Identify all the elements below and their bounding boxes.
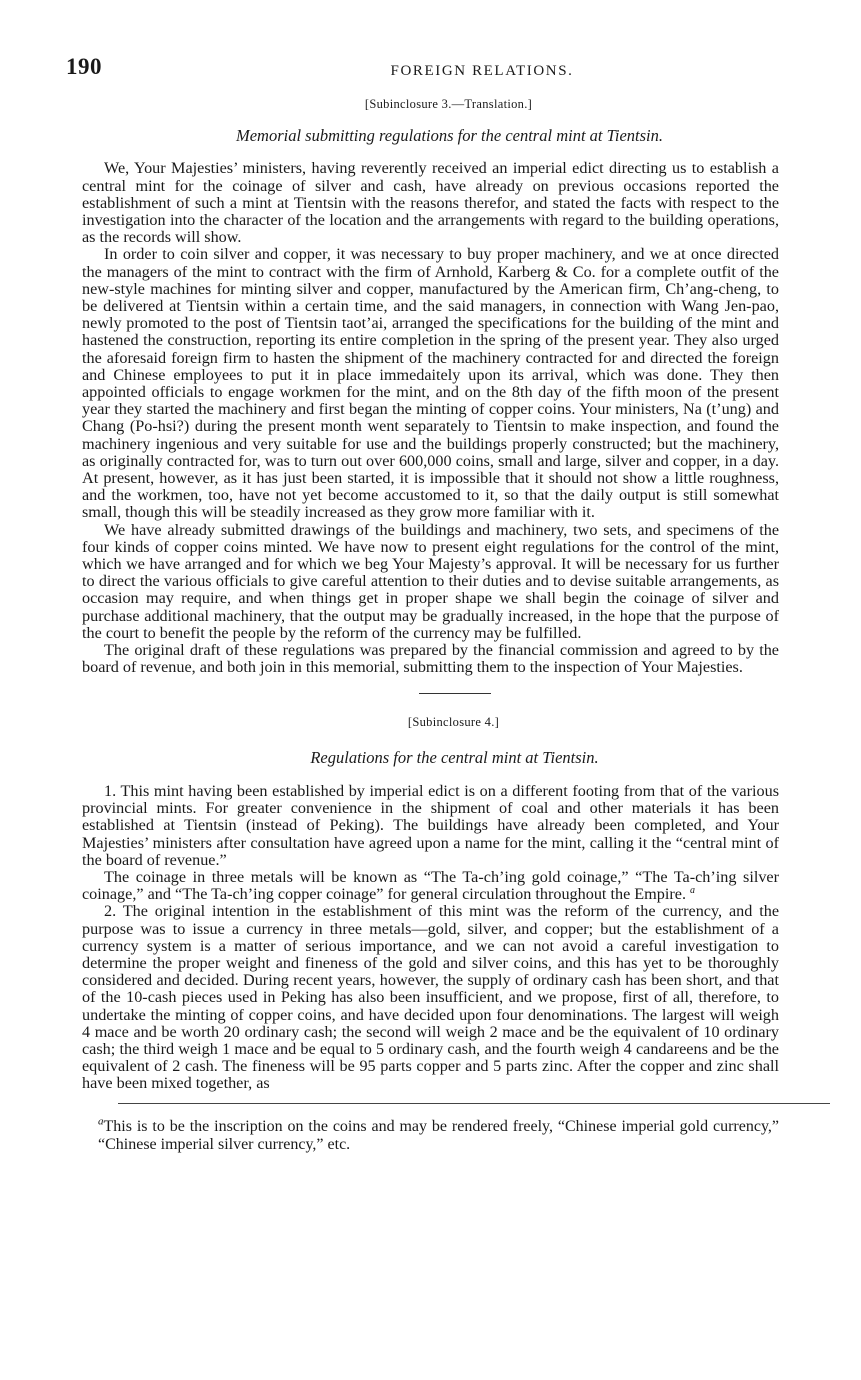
footnote-reference[interactable]: a — [690, 884, 695, 896]
memorial-paragraph: In order to coin silver and copper, it was necessary to buy proper machinery, and we at once directed the managers of the mint to contract with the firm of Arnhold, Karberg & Co. for a complete outfit of the new-style machines for minting silver and copper, manufactured by the American firm, Ch’ang-cheng, to be delivered at Tientsin within a certain time, and the said managers, in connection with Wang Jen-pao, newly promoted to the post of Tientsin taot’ai, arranged the specifications for the building of the mint and hastened the construction, reporting its entire completion in the spring of the present year. They also urged the aforesaid foreign firm to hasten the shipment of the machinery contracted for and directed the foreign and Chinese employees to put it in place immedaitely upon its arrival, which was done. They then appointed officials to engage workmen for the mint, and on the 8th day of the fifth moon of the present year they started the machinery and first began the minting of copper coins. Your ministers, Na (t’ung) and Chang (Po-hsi?) during the present month went separately to Tientsin to make inspection, and found the machinery ingenious and very suitable for use and the buildings properly constructed; but the machinery, as originally contracted for, was to turn out over 600,000 coins, small and large, silver and copper, in a day. At present, however, as it has just been started, it is impossible that it should not show a little roughness, and the workmen, too, have not yet become accustomed to it, so that the daily output is still somewhat small, though this will be steadily increased as they grow more familiar with it. — [82, 245, 779, 522]
memorial-title: Memorial submitting regulations for the central mint at Tientsin. — [235, 126, 663, 146]
memorial-paragraph: The original draft of these regulations was prepared by the financial commission and agreed to by the board of revenue, and both join in this memorial, submitting them to the inspection of Your Majesties. — [82, 641, 779, 677]
footnote-text: This is to be the inscription on the coins and may be rendered freely, “Chinese imperial gold currency,” “Chinese imperial silver currency,” etc. — [98, 1117, 779, 1153]
footnote-divider — [118, 1103, 830, 1104]
regulations-body — [60, 783, 779, 1093]
page-number: 190 — [66, 54, 102, 79]
footnote-marker: a — [98, 1115, 104, 1128]
memorial-body — [60, 160, 779, 676]
regulation-paragraph: 2. The original intention in the establishment of this mint was the reform of the currency, and the purpose was to issue a currency in three metals—gold, silver, and copper; but the establishment of a currency system is a matter of serious importance, and we can not avoid a careful investigation to determine the proper weight and fineness of the gold and silver coins, and this has yet to be thoroughly considered and decided. During recent years, however, the supply of ordinary cash has been short, and that of the 10-cash pieces used in Peking has also been insufficient, and we propose, first of all, therefore, to undertake the minting of copper coins, and have decided upon four denominations. The largest will weigh 4 mace and be worth 20 ordinary cash; the second will weigh 2 mace and be the equivalent of 10 ordinary cash; the third weigh 1 mace and be equal to 5 ordinary cash, and the fourth weigh 4 candareens and be the equivalent of 2 cash. The fineness will be 95 parts copper and 5 parts zinc. After the copper and zinc shall have been mixed together, as — [82, 902, 779, 1093]
regulation-paragraph: 1. This mint having been established by imperial edict is on a different footing from that of the various provincial mints. For greater convenience in the shipment of coal and other materials it has been established at Tientsin (instead of Peking). The buildings have already been completed, and Your Majesties’ ministers after consultation have agreed upon a name for the mint, calling it the “central mint of the board of revenue.” — [82, 781, 779, 869]
regulations-title: Regulations for the central mint at Tientsin. — [310, 747, 599, 767]
regulation-text: The coinage in three metals will be known as “The Ta-ch’ing gold coinage,” “The Ta-ch’ing silver coinage,” and “The Ta-ch’ing copper coinage” for general circulation throughout the Empire. — [82, 867, 779, 904]
subinclosure-label: [Subinclosure 4.] — [407, 714, 500, 729]
section-divider — [419, 693, 491, 694]
subinclosure-label: [Subinclosure 3.—Translation.] — [364, 97, 533, 111]
memorial-paragraph: We have already submitted drawings of the buildings and machinery, two sets, and specimens of the four kinds of copper coins minted. We have now to present eight regulations for the control of the mint, which we have arranged and for which we beg Your Majesty’s approval. It will be necessary for us further to direct the various officials to give careful attention to their duties and to devise suitable arrangements, as occasion may require, and when things get in proper shape we shall begin the coinage of silver and purchase additional machinery, that the output may be gradually increased, in the hope that the purpose of the court to benefit the people by the reform of the currency may be fulfilled. — [82, 520, 779, 642]
regulation-paragraph — [82, 869, 779, 903]
footnote — [60, 1115, 779, 1154]
page-header — [60, 54, 779, 90]
running-head: FOREIGN RELATIONS. — [390, 63, 574, 79]
memorial-paragraph: We, Your Majesties’ ministers, having reverently received an imperial edict directing us to establish a central mint for the coinage of silver and cash, have already on previous occasions reported the establishment of such a mint at Tientsin with the reasons therefor, and stated the facts with respect to the investigation into the character of the location and the arrangements with regard to the building operations, as the records will show. — [82, 159, 779, 247]
